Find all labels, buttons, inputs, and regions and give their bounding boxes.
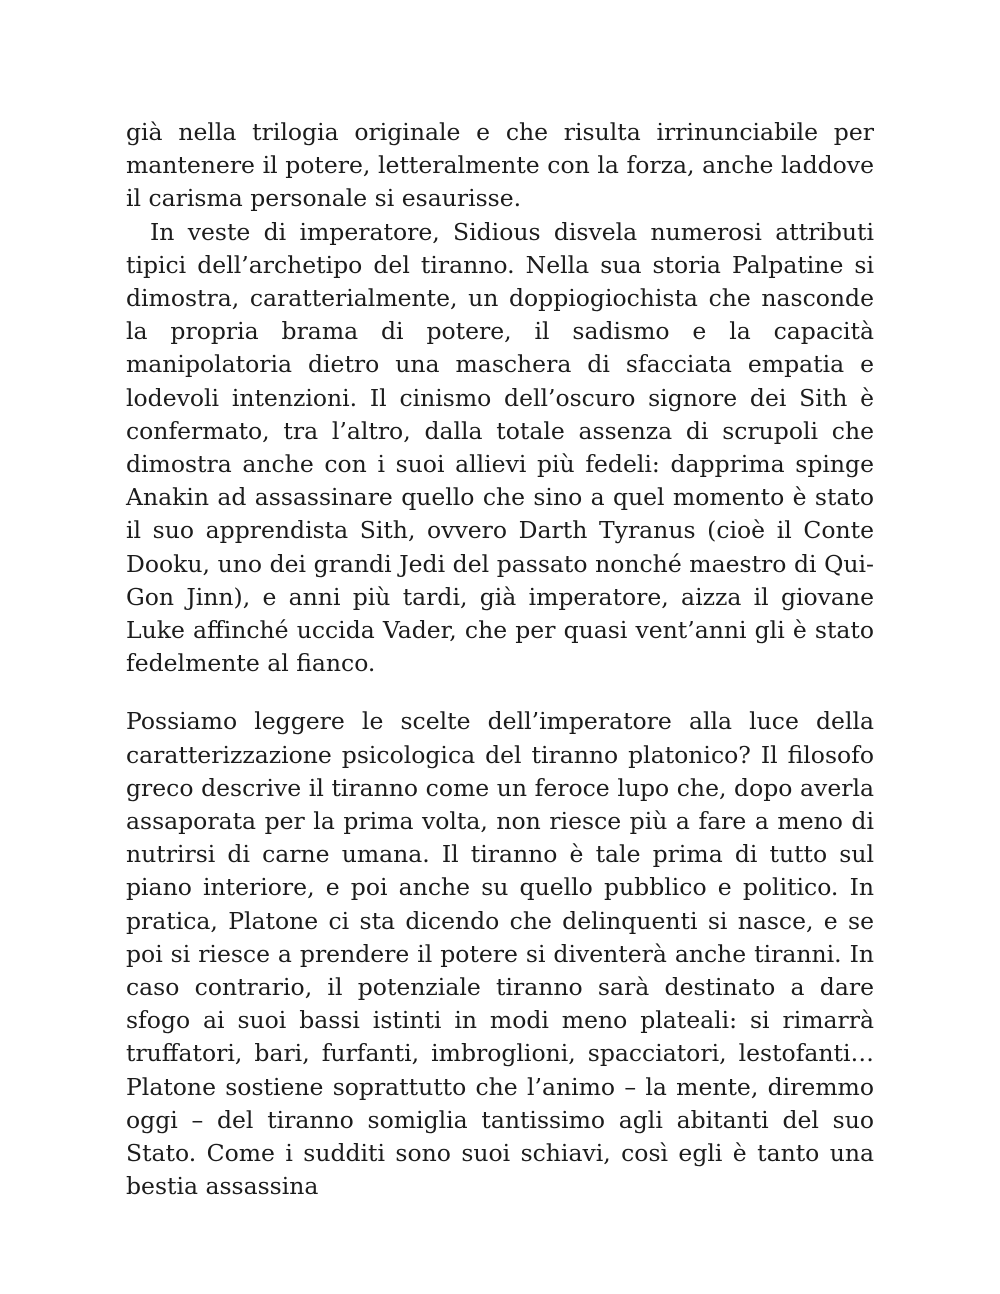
page-body — [126, 116, 874, 1204]
paragraph-platone: Possiamo leggere le scelte dell’imperatore alla luce della caratterizzazione psicologica del tiranno platonico? Il filosofo greco descrive il tiranno come un feroce lupo che, dopo averla assaporata per la prima volta, non riesce più a fare a meno di nutrirsi di carne umana. Il tiranno è tale prima di tutto sul piano interiore, e poi anche su quello pubblico e politico. In pratica, Platone ci sta dicendo che delinquenti si nasce, e se poi si riesce a prendere il potere si diventerà anche tiranni. In caso contrario, il potenziale tiranno sarà destinato a dare sfogo ai suoi bassi istinti in modi meno plateali: si rimarrà truffatori, bari, furfanti, imbroglioni, spacciatori, lestofanti… Platone sostiene soprattutto che l’animo – la mente, diremmo oggi – del tiranno somiglia tantissimo agli abitanti del suo Stato. Come i sudditi sono suoi schiavi, così egli è tanto una bestia assassina — [126, 707, 874, 1201]
paragraph-continuation: già nella trilogia originale e che risulta irrinunciabile per mantenere il potere, letteralmente con la forza, anche laddove il carisma personale si esaurisse. — [126, 118, 874, 213]
paragraph-sidious: In veste di imperatore, Sidious disvela numerosi attributi tipici dell’archetipo del tiranno. Nella sua storia Palpatine si dimostra, caratterialmente, un doppiogiochista che nasconde la propria brama di potere, il sadismo e la capacità manipolatoria dietro una maschera di sfacciata empatia e lodevoli intenzioni. Il cinismo dell’oscuro signore dei Sith è confermato, tra l’altro, dalla totale assenza di scrupoli che dimostra anche con i suoi allievi più fedeli: dapprima spinge Anakin ad assassinare quello che sino a quel momento è stato il suo apprendista Sith, ovvero Darth Tyranus (cioè il Conte Dooku, uno dei grandi Jedi del passato nonché maestro di Qui-Gon Jinn), e anni più tardi, già imperatore, aizza il giovane Luke affinché uccida Vader, che per quasi vent’anni gli è stato fedelmente al fianco. — [126, 217, 874, 678]
